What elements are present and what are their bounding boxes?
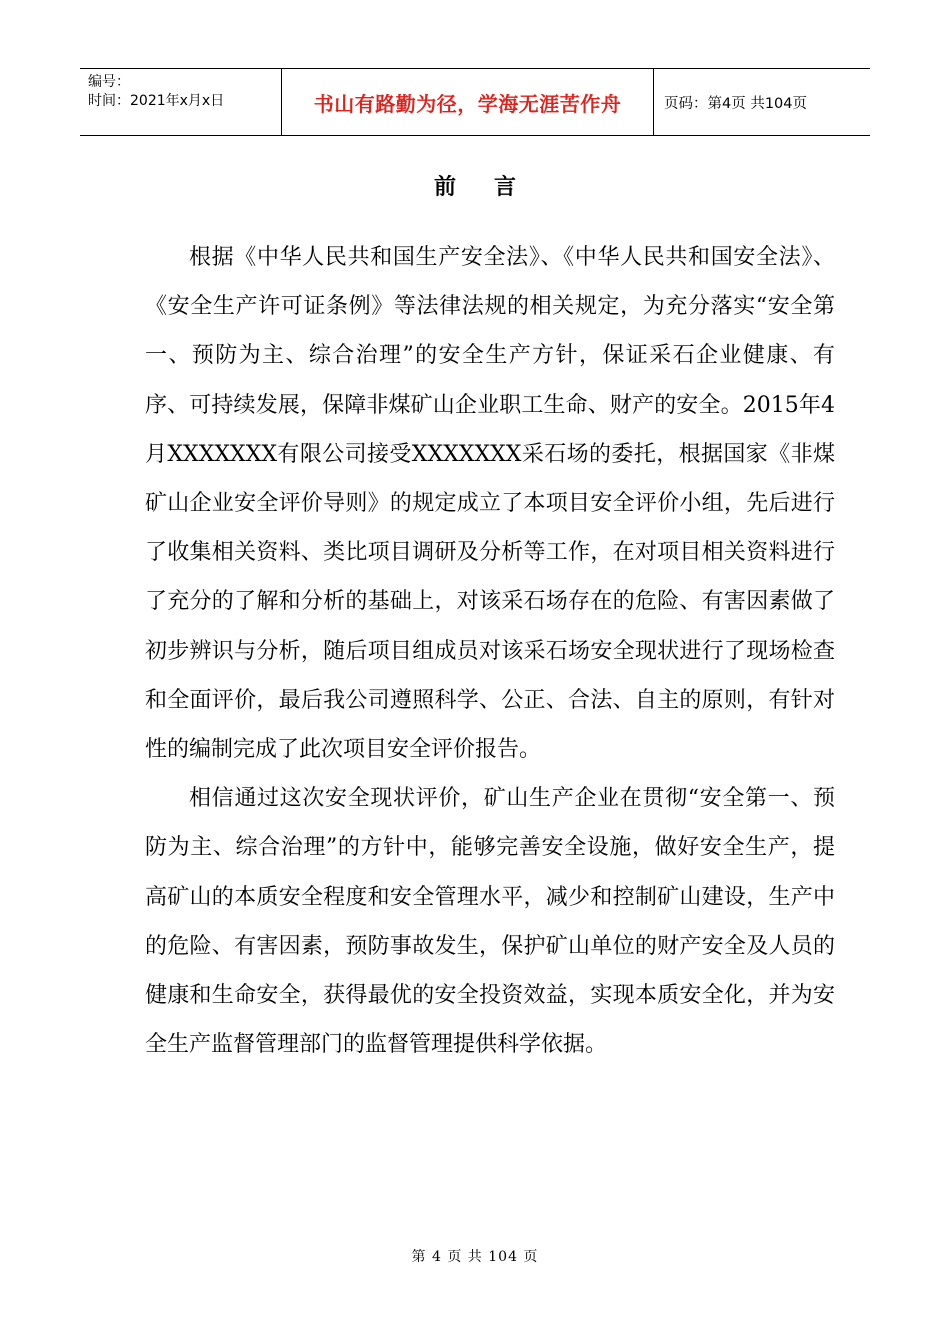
document-date-label: 时间：2021年x月x日 [88, 93, 225, 109]
page-footer: 第 4 页 共 104 页 [411, 1249, 539, 1265]
paragraph-1: 根据《中华人民共和国生产安全法》、《中华人民共和国安全法》、《安全生产许可证条例》等法律法规的相关规定，为充分落实“安全第一、预防为主、综合治理”的安全生产方针，保证采石企业健康、有序、可持续发展，保障非煤矿山企业职工生命、财产的安全。2015年4月XXXXXXX有限公司接受XXXXXXX采石场的委托，根据国家《非煤矿山企业安全评价导则》的规定成立了本项目安全评价小组，先后进行了收集相关资料、类比项目调研及分析等工作，在对项目相关资料进行了充分的了解和分析的基础上，对该采石场存在的危险、有害因素做了初步辨识与分析，随后项目组成员对该采石场安全现状进行了现场检查和全面评价，最后我公司遵照科学、公正、合法、自主的原则，有针对性的编制完成了此次项目安全评价报告。 [145, 245, 835, 763]
header-meta-cell [80, 69, 282, 135]
page-title: 前言 [433, 175, 554, 200]
page-header [80, 68, 870, 136]
document-number-label: 编号： [88, 74, 130, 90]
paragraph-2: 相信通过这次安全现状评价，矿山生产企业在贯彻“安全第一、预防为主、综合治理”的方针中，能够完善安全设施，做好安全生产，提高矿山的本质安全程度和安全管理水平，减少和控制矿山建设，生产中的危险、有害因素，预防事故发生，保护矿山单位的财产安全及人员的健康和生命安全，获得最优的安全投资效益，实现本质安全化，并为安全生产监督管理部门的监督管理提供科学依据。 [145, 786, 835, 1058]
header-motto: 书山有路勤为径，学海无涯苦作舟 [282, 69, 654, 135]
document-body [145, 233, 835, 1069]
header-page-info: 页码：第4页 共104页 [664, 95, 808, 112]
